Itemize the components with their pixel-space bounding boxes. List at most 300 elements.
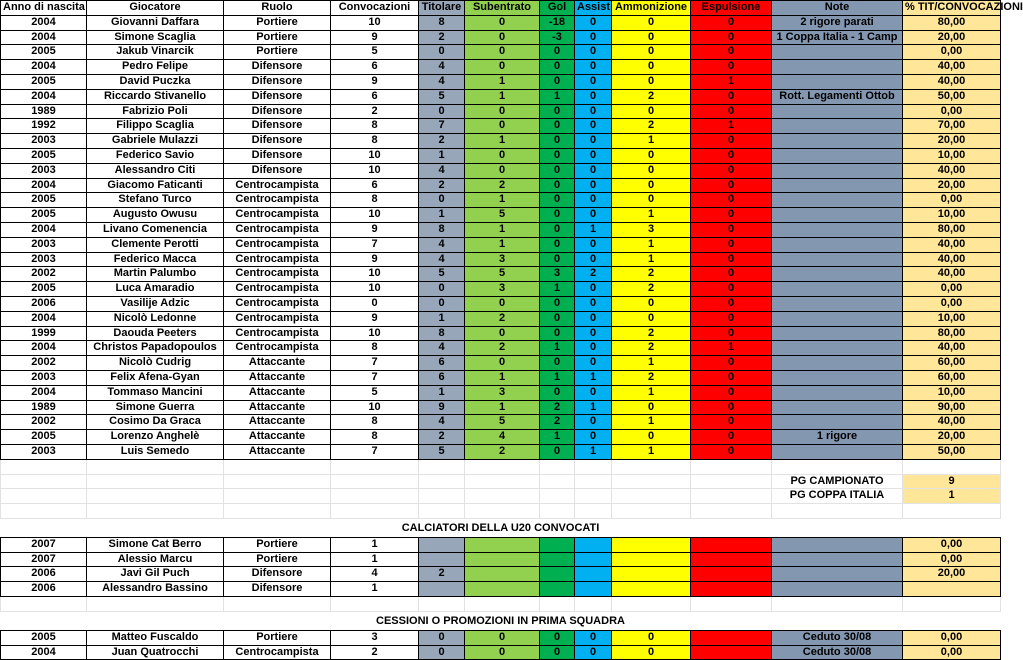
yellow-cards-cell[interactable]: 0 bbox=[612, 74, 691, 89]
red-cards-cell[interactable]: 0 bbox=[691, 356, 772, 371]
red-cards-cell[interactable]: 0 bbox=[691, 415, 772, 430]
call-ups-cell[interactable]: 2 bbox=[331, 645, 419, 660]
goals-cell[interactable]: 0 bbox=[540, 208, 575, 223]
starter-cell[interactable] bbox=[419, 582, 465, 597]
player-name-cell[interactable]: Christos Papadopoulos bbox=[87, 341, 224, 356]
substitute-cell[interactable]: 0 bbox=[465, 163, 540, 178]
substitute-cell[interactable] bbox=[465, 537, 540, 552]
player-name-cell[interactable]: Giacomo Faticanti bbox=[87, 178, 224, 193]
role-cell[interactable]: Centrocampista bbox=[224, 267, 331, 282]
starter-cell[interactable]: 0 bbox=[419, 645, 465, 660]
substitute-cell[interactable]: 3 bbox=[465, 385, 540, 400]
role-cell[interactable]: Centrocampista bbox=[224, 341, 331, 356]
call-ups-cell[interactable]: 5 bbox=[331, 45, 419, 60]
starter-cell[interactable]: 5 bbox=[419, 444, 465, 459]
percentage-cell[interactable]: 40,00 bbox=[903, 163, 1001, 178]
goals-cell[interactable]: 0 bbox=[540, 163, 575, 178]
substitute-cell[interactable]: 1 bbox=[465, 74, 540, 89]
substitute-cell[interactable]: 0 bbox=[465, 30, 540, 45]
red-cards-cell[interactable]: 0 bbox=[691, 15, 772, 30]
yellow-cards-cell[interactable]: 0 bbox=[612, 296, 691, 311]
header-cell[interactable]: Espulsione bbox=[691, 1, 772, 16]
birth-year-cell[interactable]: 2004 bbox=[1, 311, 87, 326]
goals-cell[interactable]: 0 bbox=[540, 630, 575, 645]
percentage-cell[interactable]: 40,00 bbox=[903, 267, 1001, 282]
notes-cell[interactable] bbox=[772, 537, 903, 552]
assists-cell[interactable] bbox=[575, 552, 612, 567]
assists-cell[interactable]: 0 bbox=[575, 163, 612, 178]
percentage-cell[interactable]: 60,00 bbox=[903, 356, 1001, 371]
substitute-cell[interactable]: 1 bbox=[465, 400, 540, 415]
red-cards-cell[interactable]: 0 bbox=[691, 163, 772, 178]
red-cards-cell[interactable]: 0 bbox=[691, 60, 772, 75]
player-name-cell[interactable]: Gabriele Mulazzi bbox=[87, 134, 224, 149]
birth-year-cell[interactable]: 2004 bbox=[1, 178, 87, 193]
yellow-cards-cell[interactable]: 2 bbox=[612, 341, 691, 356]
yellow-cards-cell[interactable]: 2 bbox=[612, 282, 691, 297]
role-cell[interactable]: Centrocampista bbox=[224, 645, 331, 660]
percentage-cell[interactable]: 10,00 bbox=[903, 311, 1001, 326]
yellow-cards-cell[interactable]: 2 bbox=[612, 119, 691, 134]
assists-cell[interactable]: 1 bbox=[575, 222, 612, 237]
birth-year-cell[interactable]: 2006 bbox=[1, 567, 87, 582]
role-cell[interactable]: Centrocampista bbox=[224, 237, 331, 252]
assists-cell[interactable]: 1 bbox=[575, 444, 612, 459]
player-name-cell[interactable]: Riccardo Stivanello bbox=[87, 89, 224, 104]
percentage-cell[interactable]: 40,00 bbox=[903, 237, 1001, 252]
call-ups-cell[interactable]: 2 bbox=[331, 104, 419, 119]
substitute-cell[interactable]: 0 bbox=[465, 15, 540, 30]
red-cards-cell[interactable] bbox=[691, 567, 772, 582]
birth-year-cell[interactable]: 2004 bbox=[1, 645, 87, 660]
role-cell[interactable]: Portiere bbox=[224, 552, 331, 567]
birth-year-cell[interactable]: 2003 bbox=[1, 444, 87, 459]
yellow-cards-cell[interactable]: 0 bbox=[612, 400, 691, 415]
substitute-cell[interactable]: 0 bbox=[465, 148, 540, 163]
birth-year-cell[interactable]: 2005 bbox=[1, 430, 87, 445]
call-ups-cell[interactable]: 10 bbox=[331, 326, 419, 341]
player-name-cell[interactable]: Alessandro Citi bbox=[87, 163, 224, 178]
birth-year-cell[interactable]: 2007 bbox=[1, 537, 87, 552]
role-cell[interactable]: Centrocampista bbox=[224, 252, 331, 267]
starter-cell[interactable]: 4 bbox=[419, 237, 465, 252]
assists-cell[interactable] bbox=[575, 582, 612, 597]
role-cell[interactable]: Portiere bbox=[224, 15, 331, 30]
assists-cell[interactable]: 0 bbox=[575, 237, 612, 252]
role-cell[interactable]: Centrocampista bbox=[224, 326, 331, 341]
notes-cell[interactable] bbox=[772, 552, 903, 567]
red-cards-cell[interactable]: 0 bbox=[691, 296, 772, 311]
role-cell[interactable]: Portiere bbox=[224, 30, 331, 45]
assists-cell[interactable]: 0 bbox=[575, 326, 612, 341]
percentage-cell[interactable]: 0,00 bbox=[903, 104, 1001, 119]
role-cell[interactable]: Difensore bbox=[224, 163, 331, 178]
yellow-cards-cell[interactable]: 3 bbox=[612, 222, 691, 237]
red-cards-cell[interactable]: 0 bbox=[691, 400, 772, 415]
yellow-cards-cell[interactable]: 1 bbox=[612, 415, 691, 430]
goals-cell[interactable]: 0 bbox=[540, 193, 575, 208]
starter-cell[interactable]: 4 bbox=[419, 415, 465, 430]
percentage-cell[interactable]: 70,00 bbox=[903, 119, 1001, 134]
red-cards-cell[interactable]: 0 bbox=[691, 89, 772, 104]
substitute-cell[interactable]: 2 bbox=[465, 341, 540, 356]
header-cell[interactable]: Ammonizione bbox=[612, 1, 691, 16]
notes-cell[interactable] bbox=[772, 282, 903, 297]
player-name-cell[interactable]: David Puczka bbox=[87, 74, 224, 89]
call-ups-cell[interactable]: 7 bbox=[331, 370, 419, 385]
yellow-cards-cell[interactable]: 1 bbox=[612, 208, 691, 223]
assists-cell[interactable]: 0 bbox=[575, 60, 612, 75]
red-cards-cell[interactable]: 0 bbox=[691, 311, 772, 326]
birth-year-cell[interactable]: 2007 bbox=[1, 552, 87, 567]
player-name-cell[interactable]: Livano Comenencia bbox=[87, 222, 224, 237]
goals-cell[interactable]: 1 bbox=[540, 89, 575, 104]
call-ups-cell[interactable]: 0 bbox=[331, 296, 419, 311]
role-cell[interactable]: Centrocampista bbox=[224, 296, 331, 311]
notes-cell[interactable] bbox=[772, 385, 903, 400]
player-name-cell[interactable]: Lorenzo Anghelè bbox=[87, 430, 224, 445]
goals-cell[interactable]: 0 bbox=[540, 60, 575, 75]
birth-year-cell[interactable]: 2003 bbox=[1, 370, 87, 385]
starter-cell[interactable]: 1 bbox=[419, 208, 465, 223]
notes-cell[interactable] bbox=[772, 222, 903, 237]
notes-cell[interactable]: 1 Coppa Italia - 1 Camp bbox=[772, 30, 903, 45]
birth-year-cell[interactable]: 2002 bbox=[1, 267, 87, 282]
role-cell[interactable]: Centrocampista bbox=[224, 208, 331, 223]
goals-cell[interactable] bbox=[540, 582, 575, 597]
player-name-cell[interactable]: Martin Palumbo bbox=[87, 267, 224, 282]
header-cell[interactable]: Giocatore bbox=[87, 1, 224, 16]
goals-cell[interactable]: 0 bbox=[540, 178, 575, 193]
yellow-cards-cell[interactable]: 1 bbox=[612, 444, 691, 459]
yellow-cards-cell[interactable]: 1 bbox=[612, 252, 691, 267]
starter-cell[interactable]: 0 bbox=[419, 45, 465, 60]
notes-cell[interactable] bbox=[772, 356, 903, 371]
assists-cell[interactable]: 2 bbox=[575, 267, 612, 282]
yellow-cards-cell[interactable]: 0 bbox=[612, 148, 691, 163]
birth-year-cell[interactable]: 2003 bbox=[1, 134, 87, 149]
red-cards-cell[interactable]: 0 bbox=[691, 282, 772, 297]
birth-year-cell[interactable]: 2006 bbox=[1, 296, 87, 311]
pg-campionato-label[interactable]: PG CAMPIONATO bbox=[772, 474, 903, 489]
birth-year-cell[interactable]: 2002 bbox=[1, 415, 87, 430]
substitute-cell[interactable] bbox=[465, 552, 540, 567]
player-name-cell[interactable]: Matteo Fuscaldo bbox=[87, 630, 224, 645]
starter-cell[interactable]: 5 bbox=[419, 89, 465, 104]
red-cards-cell[interactable]: 0 bbox=[691, 222, 772, 237]
notes-cell[interactable]: Ceduto 30/08 bbox=[772, 645, 903, 660]
role-cell[interactable]: Attaccante bbox=[224, 370, 331, 385]
assists-cell[interactable]: 0 bbox=[575, 296, 612, 311]
goals-cell[interactable]: 0 bbox=[540, 645, 575, 660]
substitute-cell[interactable]: 5 bbox=[465, 208, 540, 223]
assists-cell[interactable]: 0 bbox=[575, 208, 612, 223]
assists-cell[interactable]: 0 bbox=[575, 385, 612, 400]
percentage-cell[interactable]: 0,00 bbox=[903, 193, 1001, 208]
player-name-cell[interactable]: Fabrizio Poli bbox=[87, 104, 224, 119]
substitute-cell[interactable]: 0 bbox=[465, 645, 540, 660]
assists-cell[interactable]: 0 bbox=[575, 30, 612, 45]
birth-year-cell[interactable]: 2005 bbox=[1, 208, 87, 223]
goals-cell[interactable]: 0 bbox=[540, 74, 575, 89]
assists-cell[interactable]: 0 bbox=[575, 89, 612, 104]
goals-cell[interactable]: 1 bbox=[540, 282, 575, 297]
header-cell[interactable]: Assist bbox=[575, 1, 612, 16]
role-cell[interactable]: Centrocampista bbox=[224, 222, 331, 237]
notes-cell[interactable] bbox=[772, 296, 903, 311]
assists-cell[interactable] bbox=[575, 567, 612, 582]
role-cell[interactable]: Attaccante bbox=[224, 430, 331, 445]
notes-cell[interactable] bbox=[772, 415, 903, 430]
notes-cell[interactable] bbox=[772, 134, 903, 149]
substitute-cell[interactable]: 5 bbox=[465, 267, 540, 282]
red-cards-cell[interactable]: 0 bbox=[691, 267, 772, 282]
role-cell[interactable]: Portiere bbox=[224, 45, 331, 60]
yellow-cards-cell[interactable]: 0 bbox=[612, 311, 691, 326]
goals-cell[interactable]: 0 bbox=[540, 356, 575, 371]
goals-cell[interactable] bbox=[540, 537, 575, 552]
goals-cell[interactable]: 0 bbox=[540, 148, 575, 163]
role-cell[interactable]: Attaccante bbox=[224, 444, 331, 459]
yellow-cards-cell[interactable]: 1 bbox=[612, 385, 691, 400]
yellow-cards-cell[interactable]: 2 bbox=[612, 326, 691, 341]
player-name-cell[interactable]: Augusto Owusu bbox=[87, 208, 224, 223]
birth-year-cell[interactable]: 1999 bbox=[1, 326, 87, 341]
role-cell[interactable]: Centrocampista bbox=[224, 311, 331, 326]
substitute-cell[interactable]: 1 bbox=[465, 134, 540, 149]
player-name-cell[interactable]: Simone Cat Berro bbox=[87, 537, 224, 552]
assists-cell[interactable]: 0 bbox=[575, 193, 612, 208]
birth-year-cell[interactable]: 2006 bbox=[1, 582, 87, 597]
starter-cell[interactable] bbox=[419, 537, 465, 552]
player-name-cell[interactable]: Pedro Felipe bbox=[87, 60, 224, 75]
percentage-cell[interactable]: 50,00 bbox=[903, 444, 1001, 459]
call-ups-cell[interactable]: 7 bbox=[331, 237, 419, 252]
birth-year-cell[interactable]: 1989 bbox=[1, 400, 87, 415]
percentage-cell[interactable]: 0,00 bbox=[903, 552, 1001, 567]
role-cell[interactable]: Attaccante bbox=[224, 385, 331, 400]
player-name-cell[interactable]: Giovanni Daffara bbox=[87, 15, 224, 30]
starter-cell[interactable]: 9 bbox=[419, 400, 465, 415]
assists-cell[interactable]: 0 bbox=[575, 645, 612, 660]
birth-year-cell[interactable]: 2003 bbox=[1, 163, 87, 178]
call-ups-cell[interactable]: 8 bbox=[331, 193, 419, 208]
call-ups-cell[interactable]: 8 bbox=[331, 415, 419, 430]
percentage-cell[interactable]: 80,00 bbox=[903, 15, 1001, 30]
starter-cell[interactable]: 0 bbox=[419, 630, 465, 645]
percentage-cell[interactable]: 50,00 bbox=[903, 89, 1001, 104]
red-cards-cell[interactable]: 0 bbox=[691, 252, 772, 267]
header-cell[interactable]: Anno di nascita bbox=[1, 1, 87, 16]
call-ups-cell[interactable]: 8 bbox=[331, 341, 419, 356]
substitute-cell[interactable]: 0 bbox=[465, 104, 540, 119]
yellow-cards-cell[interactable]: 0 bbox=[612, 30, 691, 45]
starter-cell[interactable]: 2 bbox=[419, 567, 465, 582]
substitute-cell[interactable]: 0 bbox=[465, 326, 540, 341]
role-cell[interactable]: Centrocampista bbox=[224, 178, 331, 193]
player-name-cell[interactable]: Alessandro Bassino bbox=[87, 582, 224, 597]
call-ups-cell[interactable]: 10 bbox=[331, 208, 419, 223]
percentage-cell[interactable]: 10,00 bbox=[903, 148, 1001, 163]
notes-cell[interactable] bbox=[772, 148, 903, 163]
call-ups-cell[interactable]: 10 bbox=[331, 148, 419, 163]
starter-cell[interactable]: 4 bbox=[419, 60, 465, 75]
call-ups-cell[interactable]: 10 bbox=[331, 267, 419, 282]
starter-cell[interactable]: 7 bbox=[419, 119, 465, 134]
goals-cell[interactable]: 0 bbox=[540, 385, 575, 400]
percentage-cell[interactable]: 0,00 bbox=[903, 645, 1001, 660]
birth-year-cell[interactable]: 2004 bbox=[1, 385, 87, 400]
substitute-cell[interactable]: 1 bbox=[465, 222, 540, 237]
goals-cell[interactable]: 0 bbox=[540, 134, 575, 149]
call-ups-cell[interactable]: 7 bbox=[331, 356, 419, 371]
goals-cell[interactable]: 0 bbox=[540, 119, 575, 134]
yellow-cards-cell[interactable]: 0 bbox=[612, 60, 691, 75]
percentage-cell[interactable]: 40,00 bbox=[903, 341, 1001, 356]
role-cell[interactable]: Difensore bbox=[224, 74, 331, 89]
assists-cell[interactable]: 0 bbox=[575, 282, 612, 297]
player-name-cell[interactable]: Luis Semedo bbox=[87, 444, 224, 459]
notes-cell[interactable]: Ceduto 30/08 bbox=[772, 630, 903, 645]
assists-cell[interactable]: 0 bbox=[575, 178, 612, 193]
notes-cell[interactable]: 2 rigore parati bbox=[772, 15, 903, 30]
call-ups-cell[interactable]: 5 bbox=[331, 385, 419, 400]
birth-year-cell[interactable]: 2004 bbox=[1, 89, 87, 104]
goals-cell[interactable]: -3 bbox=[540, 30, 575, 45]
starter-cell[interactable]: 2 bbox=[419, 178, 465, 193]
assists-cell[interactable]: 0 bbox=[575, 311, 612, 326]
goals-cell[interactable]: 0 bbox=[540, 311, 575, 326]
starter-cell[interactable]: 5 bbox=[419, 267, 465, 282]
header-cell[interactable]: Gol bbox=[540, 1, 575, 16]
notes-cell[interactable] bbox=[772, 267, 903, 282]
goals-cell[interactable] bbox=[540, 567, 575, 582]
notes-cell[interactable]: 1 rigore bbox=[772, 430, 903, 445]
goals-cell[interactable]: 0 bbox=[540, 296, 575, 311]
goals-cell[interactable]: 2 bbox=[540, 400, 575, 415]
yellow-cards-cell[interactable]: 0 bbox=[612, 630, 691, 645]
goals-cell[interactable]: 1 bbox=[540, 370, 575, 385]
birth-year-cell[interactable]: 2004 bbox=[1, 30, 87, 45]
red-cards-cell[interactable]: 0 bbox=[691, 326, 772, 341]
substitute-cell[interactable]: 4 bbox=[465, 430, 540, 445]
red-cards-cell[interactable]: 0 bbox=[691, 370, 772, 385]
call-ups-cell[interactable]: 1 bbox=[331, 537, 419, 552]
player-name-cell[interactable]: Jakub Vinarcik bbox=[87, 45, 224, 60]
notes-cell[interactable] bbox=[772, 326, 903, 341]
role-cell[interactable]: Difensore bbox=[224, 89, 331, 104]
goals-cell[interactable]: 0 bbox=[540, 237, 575, 252]
red-cards-cell[interactable] bbox=[691, 582, 772, 597]
starter-cell[interactable]: 0 bbox=[419, 193, 465, 208]
yellow-cards-cell[interactable] bbox=[612, 582, 691, 597]
role-cell[interactable]: Difensore bbox=[224, 104, 331, 119]
red-cards-cell[interactable]: 0 bbox=[691, 178, 772, 193]
birth-year-cell[interactable]: 2004 bbox=[1, 60, 87, 75]
yellow-cards-cell[interactable]: 1 bbox=[612, 237, 691, 252]
notes-cell[interactable] bbox=[772, 193, 903, 208]
birth-year-cell[interactable]: 2005 bbox=[1, 45, 87, 60]
starter-cell[interactable]: 6 bbox=[419, 370, 465, 385]
substitute-cell[interactable]: 5 bbox=[465, 415, 540, 430]
yellow-cards-cell[interactable]: 1 bbox=[612, 134, 691, 149]
yellow-cards-cell[interactable]: 2 bbox=[612, 89, 691, 104]
role-cell[interactable]: Centrocampista bbox=[224, 193, 331, 208]
yellow-cards-cell[interactable]: 0 bbox=[612, 430, 691, 445]
red-cards-cell[interactable]: 1 bbox=[691, 341, 772, 356]
assists-cell[interactable] bbox=[575, 537, 612, 552]
starter-cell[interactable]: 4 bbox=[419, 252, 465, 267]
red-cards-cell[interactable]: 0 bbox=[691, 134, 772, 149]
yellow-cards-cell[interactable]: 2 bbox=[612, 370, 691, 385]
percentage-cell[interactable]: 40,00 bbox=[903, 415, 1001, 430]
starter-cell[interactable]: 8 bbox=[419, 222, 465, 237]
starter-cell[interactable]: 8 bbox=[419, 15, 465, 30]
role-cell[interactable]: Attaccante bbox=[224, 356, 331, 371]
starter-cell[interactable]: 1 bbox=[419, 385, 465, 400]
percentage-cell[interactable]: 0,00 bbox=[903, 630, 1001, 645]
substitute-cell[interactable]: 0 bbox=[465, 45, 540, 60]
substitute-cell[interactable]: 1 bbox=[465, 237, 540, 252]
call-ups-cell[interactable]: 10 bbox=[331, 15, 419, 30]
player-name-cell[interactable]: Simone Guerra bbox=[87, 400, 224, 415]
role-cell[interactable]: Difensore bbox=[224, 148, 331, 163]
percentage-cell[interactable]: 40,00 bbox=[903, 252, 1001, 267]
birth-year-cell[interactable]: 2004 bbox=[1, 341, 87, 356]
notes-cell[interactable] bbox=[772, 252, 903, 267]
assists-cell[interactable]: 0 bbox=[575, 119, 612, 134]
assists-cell[interactable]: 0 bbox=[575, 415, 612, 430]
call-ups-cell[interactable]: 8 bbox=[331, 134, 419, 149]
notes-cell[interactable] bbox=[772, 208, 903, 223]
pg-campionato-value[interactable]: 9 bbox=[903, 474, 1001, 489]
starter-cell[interactable]: 4 bbox=[419, 341, 465, 356]
player-name-cell[interactable]: Daouda Peeters bbox=[87, 326, 224, 341]
goals-cell[interactable]: 0 bbox=[540, 45, 575, 60]
red-cards-cell[interactable] bbox=[691, 537, 772, 552]
yellow-cards-cell[interactable]: 0 bbox=[612, 15, 691, 30]
goals-cell[interactable]: 1 bbox=[540, 341, 575, 356]
red-cards-cell[interactable]: 1 bbox=[691, 74, 772, 89]
red-cards-cell[interactable]: 0 bbox=[691, 385, 772, 400]
yellow-cards-cell[interactable]: 0 bbox=[612, 645, 691, 660]
player-name-cell[interactable]: Javi Gil Puch bbox=[87, 567, 224, 582]
player-name-cell[interactable]: Nicolò Ledonne bbox=[87, 311, 224, 326]
role-cell[interactable]: Centrocampista bbox=[224, 282, 331, 297]
percentage-cell[interactable]: 20,00 bbox=[903, 30, 1001, 45]
notes-cell[interactable]: Rott. Legamenti Ottob bbox=[772, 89, 903, 104]
red-cards-cell[interactable] bbox=[691, 645, 772, 660]
player-name-cell[interactable]: Filippo Scaglia bbox=[87, 119, 224, 134]
notes-cell[interactable] bbox=[772, 311, 903, 326]
player-name-cell[interactable]: Federico Savio bbox=[87, 148, 224, 163]
player-name-cell[interactable]: Alessio Marcu bbox=[87, 552, 224, 567]
call-ups-cell[interactable]: 6 bbox=[331, 89, 419, 104]
birth-year-cell[interactable]: 2005 bbox=[1, 193, 87, 208]
notes-cell[interactable] bbox=[772, 400, 903, 415]
assists-cell[interactable]: 0 bbox=[575, 356, 612, 371]
pg-coppa-label[interactable]: PG COPPA ITALIA bbox=[772, 489, 903, 504]
starter-cell[interactable]: 2 bbox=[419, 30, 465, 45]
substitute-cell[interactable]: 1 bbox=[465, 193, 540, 208]
notes-cell[interactable] bbox=[772, 163, 903, 178]
goals-cell[interactable]: -18 bbox=[540, 15, 575, 30]
substitute-cell[interactable] bbox=[465, 567, 540, 582]
player-name-cell[interactable]: Vasilije Adzic bbox=[87, 296, 224, 311]
percentage-cell[interactable]: 40,00 bbox=[903, 74, 1001, 89]
player-name-cell[interactable]: Clemente Perotti bbox=[87, 237, 224, 252]
role-cell[interactable]: Portiere bbox=[224, 537, 331, 552]
